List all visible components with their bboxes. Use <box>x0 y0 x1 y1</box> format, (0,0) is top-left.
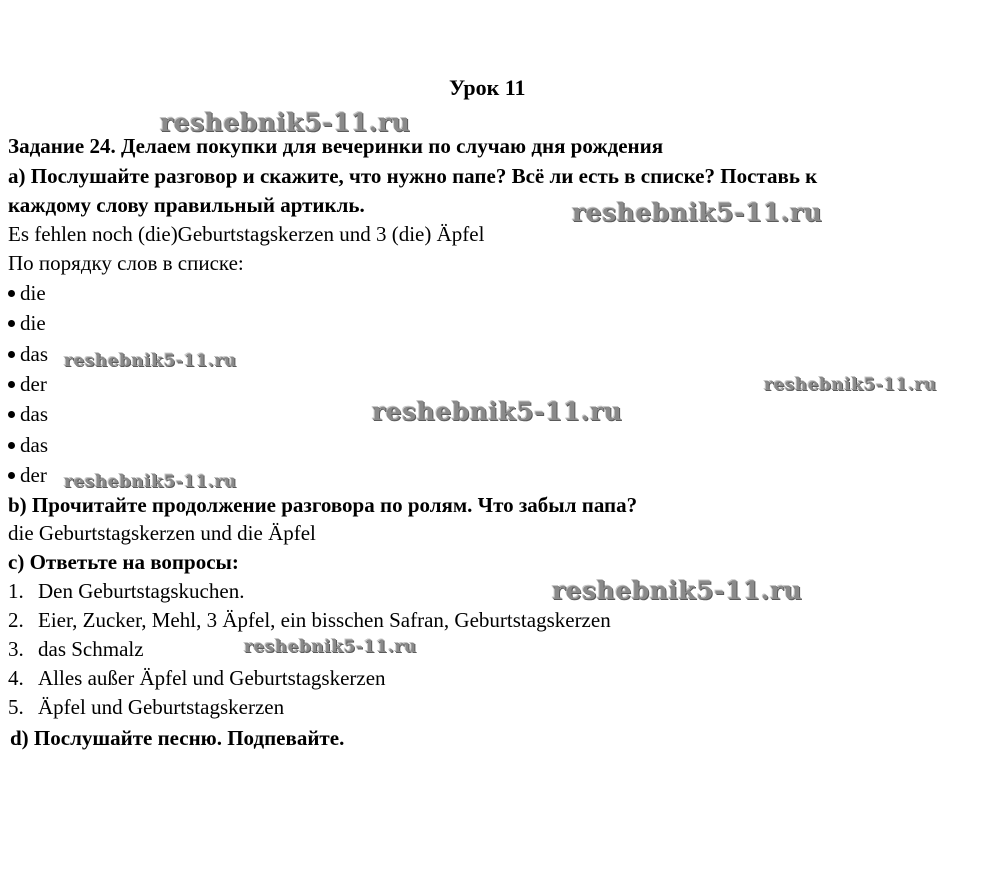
bullet-icon <box>8 411 15 418</box>
article-list-item: der <box>8 371 47 397</box>
watermark: reshebnik5-11.ru <box>64 351 237 371</box>
watermark: reshebnik5-11.ru <box>572 198 823 227</box>
bullet-icon <box>8 442 15 449</box>
part-a-question-line2: каждому слову правильный артикль. <box>8 193 365 217</box>
answer-item: 5. Äpfel und Geburtstagskerzen <box>8 695 285 719</box>
part-d-question: d) Послушайте песню. Подпевайте. <box>10 726 345 750</box>
part-b-question: b) Прочитайте продолжение разговора по ролям. Что забыл папа? <box>8 493 638 517</box>
article-list-item: das <box>8 432 48 458</box>
answer-item: 3. das Schmalz <box>8 637 144 661</box>
watermark: reshebnik5-11.ru <box>764 375 937 395</box>
part-c-question: c) Ответьте на вопросы: <box>8 550 239 574</box>
bullet-icon <box>8 381 15 388</box>
article-list-item: das <box>8 401 48 427</box>
part-a-question-line1: a) Послушайте разговор и скажите, что нужно папе? Всё ли есть в списке? Поставь к <box>8 164 818 188</box>
answer-item: 2. Eier, Zucker, Mehl, 3 Äpfel, ein bisschen Safran, Geburtstagskerzen <box>8 608 611 632</box>
article-list-item: die <box>8 280 46 306</box>
watermark: reshebnik5-11.ru <box>372 397 623 426</box>
watermark: reshebnik5-11.ru <box>160 108 411 137</box>
bullet-icon <box>8 290 15 297</box>
part-a-answer: Es fehlen noch (die)Geburtstagskerzen und 3 (die) Äpfel <box>8 222 485 246</box>
article-list-item: die <box>8 310 46 336</box>
part-b-answer: die Geburtstagskerzen und die Äpfel <box>8 521 316 545</box>
task-heading: Задание 24. Делаем покупки для вечеринки по случаю дня рождения <box>8 134 664 158</box>
watermark: reshebnik5-11.ru <box>64 472 237 492</box>
part-a-list-intro: По порядку слов в списке: <box>8 251 244 275</box>
article-list-item: das <box>8 341 48 367</box>
lesson-title: Урок 11 <box>449 75 526 100</box>
bullet-icon <box>8 320 15 327</box>
answer-item: 4. Alles außer Äpfel und Geburtstagskerzen <box>8 666 386 690</box>
bullet-icon <box>8 351 15 358</box>
watermark: reshebnik5-11.ru <box>244 637 417 657</box>
article-list-item: der <box>8 462 47 488</box>
watermark: reshebnik5-11.ru <box>552 576 803 605</box>
bullet-icon <box>8 472 15 479</box>
answer-item: 1. Den Geburtstagskuchen. <box>8 579 245 603</box>
